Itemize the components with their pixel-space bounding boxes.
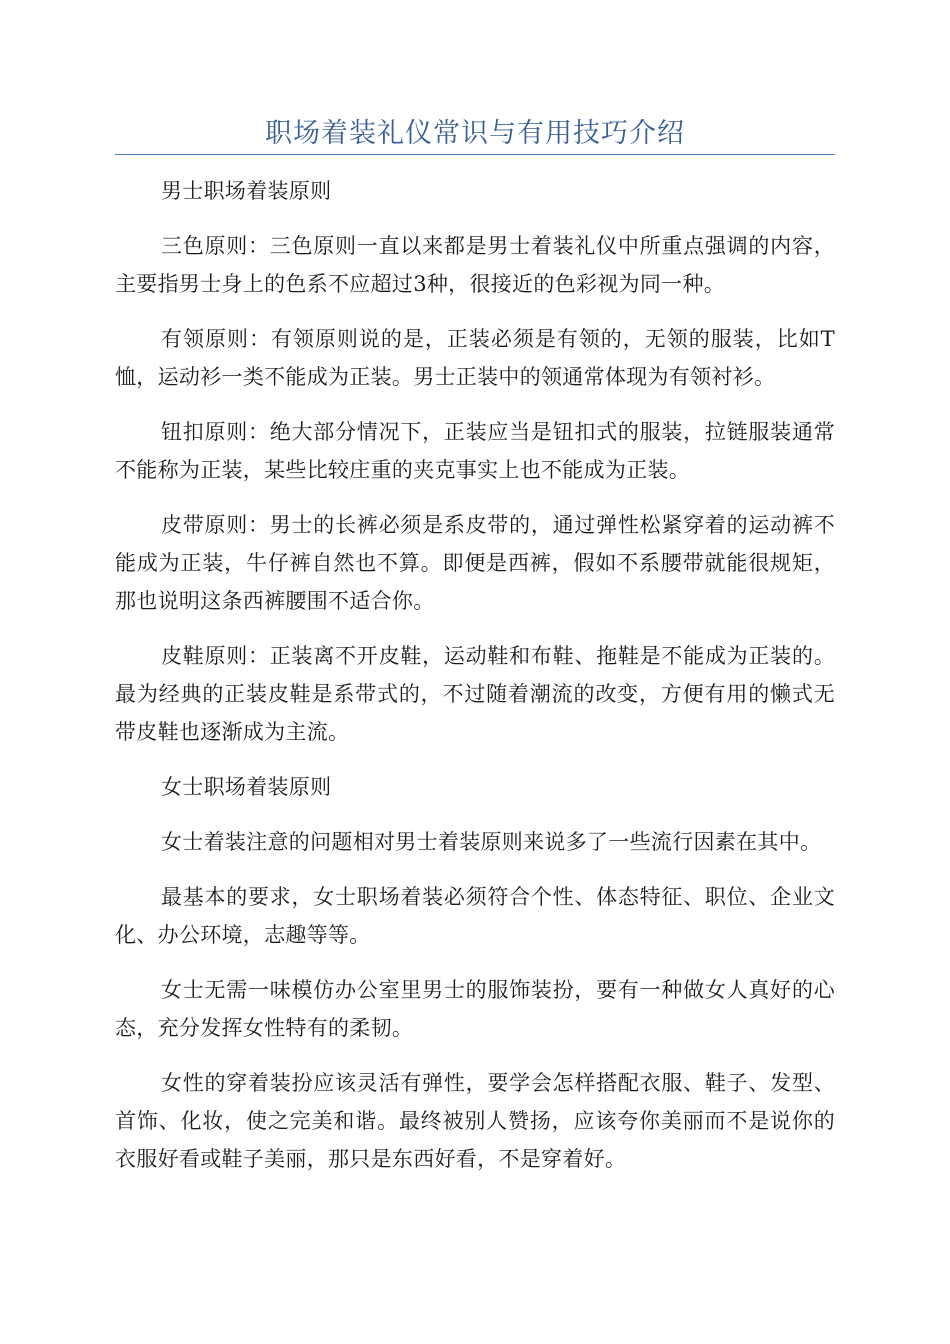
paragraph-three-color-rule: 三色原则：三色原则一直以来都是男士着装礼仪中所重点强调的内容，主要指男士身上的色系不应超过3种，很接近的色彩视为同一种。 bbox=[115, 234, 835, 296]
paragraph-button-rule: 钮扣原则：绝大部分情况下，正装应当是钮扣式的服装，拉链服装通常不能称为正装，某些比较庄重的夹克事实上也不能成为正装。 bbox=[115, 420, 835, 482]
paragraph-women-intro: 女士着装注意的问题相对男士着装原则来说多了一些流行因素在其中。 bbox=[161, 830, 822, 854]
paragraph-collar-rule: 有领原则：有领原则说的是，正装必须是有领的，无领的服装，比如T恤，运动衫一类不能成为正装。男士正装中的领通常体现为有领衬衫。 bbox=[115, 327, 835, 389]
paragraph-no-imitation: 女士无需一味模仿办公室里男士的服饰装扮，要有一种做女人真好的心态，充分发挥女性特有的柔韧。 bbox=[115, 978, 835, 1040]
paragraph-basic-requirement: 最基本的要求，女士职场着装必须符合个性、体态特征、职位、企业文化、办公环境，志趣等等。 bbox=[115, 885, 835, 947]
document-title: 职场着装礼仪常识与有用技巧介绍 bbox=[265, 118, 685, 149]
section-heading-women: 女士职场着装原则 bbox=[161, 775, 332, 799]
paragraph-shoe-rule: 皮鞋原则：正装离不开皮鞋，运动鞋和布鞋、拖鞋是不能成为正装的。最为经典的正装皮鞋是系带式的，不过随着潮流的改变，方便有用的懒式无带皮鞋也逐渐成为主流。 bbox=[115, 644, 835, 744]
title-underline bbox=[115, 154, 835, 155]
paragraph-belt-rule: 皮带原则：男士的长裤必须是系皮带的，通过弹性松紧穿着的运动裤不能成为正装，牛仔裤自然也不算。即便是西裤，假如不系腰带就能很规矩，那也说明这条西裤腰围不适合你。 bbox=[115, 513, 835, 613]
document-body bbox=[115, 172, 835, 1195]
paragraph-flexible-dressing: 女性的穿着装扮应该灵活有弹性，要学会怎样搭配衣服、鞋子、发型、首饰、化妆，使之完美和谐。最终被别人赞扬，应该夸你美丽而不是说你的衣服好看或鞋子美丽，那只是东西好看，不是穿着好。 bbox=[115, 1071, 835, 1171]
section-heading-men: 男士职场着装原则 bbox=[161, 179, 332, 203]
